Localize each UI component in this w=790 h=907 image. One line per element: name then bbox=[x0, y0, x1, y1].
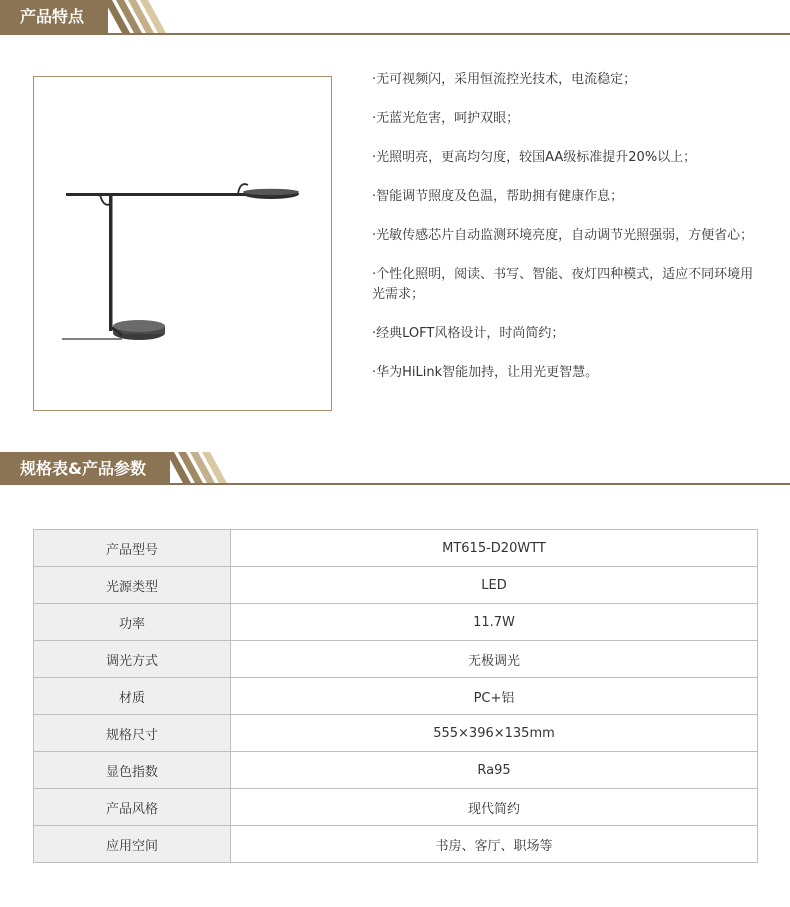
features-section-title: 产品特点 bbox=[0, 0, 108, 33]
feature-item: ·无可视频闪，采用恒流控光技术，电流稳定； bbox=[372, 72, 637, 87]
spec-value: 现代简约 bbox=[231, 789, 758, 826]
specs-section-header bbox=[0, 452, 790, 488]
feature-item: ·经典LOFT风格设计，时尚简约； bbox=[372, 326, 565, 341]
product-image bbox=[33, 76, 332, 411]
spec-label: 产品型号 bbox=[34, 530, 231, 567]
feature-item: ·个性化照明，阅读、书写、智能、夜灯四种模式，适应不同环境用光需求； bbox=[372, 267, 754, 302]
table-row bbox=[34, 530, 758, 567]
spec-label: 规格尺寸 bbox=[34, 715, 231, 752]
table-row bbox=[34, 715, 758, 752]
spec-table bbox=[33, 529, 758, 863]
spec-value: Ra95 bbox=[231, 752, 758, 789]
spec-label: 应用空间 bbox=[34, 826, 231, 863]
spec-value: 555×396×135mm bbox=[231, 715, 758, 752]
table-row bbox=[34, 641, 758, 678]
features-section-header bbox=[0, 0, 790, 36]
header-stripes-decoration bbox=[166, 452, 236, 485]
spec-label: 调光方式 bbox=[34, 641, 231, 678]
spec-label: 光源类型 bbox=[34, 567, 231, 604]
feature-item: ·无蓝光危害，呵护双眼； bbox=[372, 111, 520, 126]
feature-list bbox=[372, 70, 764, 402]
table-row bbox=[34, 567, 758, 604]
table-row bbox=[34, 826, 758, 863]
spec-value: 无极调光 bbox=[231, 641, 758, 678]
feature-item: ·智能调节照度及色温，帮助拥有健康作息； bbox=[372, 189, 624, 204]
feature-item: ·光敏传感芯片自动监测环境亮度，自动调节光照强弱，方便省心； bbox=[372, 228, 754, 243]
header-rule bbox=[0, 33, 790, 35]
table-row bbox=[34, 604, 758, 641]
spec-label: 功率 bbox=[34, 604, 231, 641]
feature-item: ·光照明亮，更高均匀度，较国AA级标准提升20%以上； bbox=[372, 150, 697, 165]
table-row bbox=[34, 789, 758, 826]
desk-lamp-illustration bbox=[34, 77, 333, 412]
spec-value: PC+铝 bbox=[231, 678, 758, 715]
spec-value: 11.7W bbox=[231, 604, 758, 641]
table-row bbox=[34, 678, 758, 715]
spec-value: MT615-D20WTT bbox=[231, 530, 758, 567]
feature-item: ·华为HiLink智能加持，让用光更智慧。 bbox=[372, 365, 599, 380]
header-rule bbox=[0, 483, 790, 485]
table-row bbox=[34, 752, 758, 789]
specs-section-title: 规格表&产品参数 bbox=[0, 452, 170, 485]
spec-value: LED bbox=[231, 567, 758, 604]
spec-value: 书房、客厅、职场等 bbox=[231, 826, 758, 863]
spec-label: 材质 bbox=[34, 678, 231, 715]
spec-label: 显色指数 bbox=[34, 752, 231, 789]
header-stripes-decoration bbox=[104, 0, 174, 33]
spec-label: 产品风格 bbox=[34, 789, 231, 826]
